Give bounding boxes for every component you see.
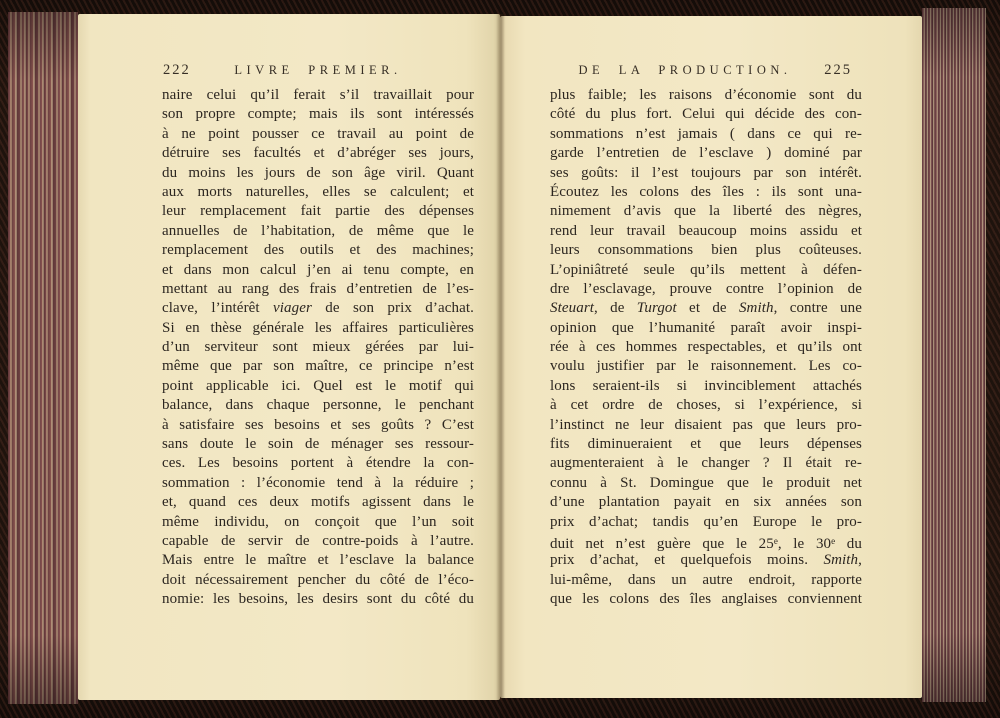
text-segment: doit nécessairement pencher du côté de l’éco-	[162, 571, 474, 588]
text-segment: d’un serviteur sont mieux gérées par lui-	[162, 339, 474, 356]
text-line	[162, 338, 474, 357]
left-running-title: LIVRE PREMIER.	[234, 63, 402, 77]
page-fore-edges-right	[922, 8, 986, 702]
text-segment: que les colons des îles anglaises conviennent	[550, 591, 862, 608]
text-segment: viager	[273, 300, 312, 317]
text-segment: prix d’achat; tandis qu’en Europe le pro-	[550, 513, 862, 530]
text-segment: connu à St. Domingue que le produit net	[550, 474, 862, 491]
text-segment: et de	[676, 300, 739, 317]
text-line	[550, 105, 862, 124]
text-segment: Si en thèse générale les affaires particulières	[162, 319, 474, 336]
text-line	[162, 377, 474, 396]
text-segment: garde l’entretien de l’esclave ) dominé par	[550, 145, 862, 162]
text-segment: annuelles de l’habitation, de même que le	[162, 222, 474, 239]
text-segment: nomie: les besoins, les desirs sont du côté du	[162, 591, 474, 608]
text-segment: duit net n’est guère que le 25	[550, 535, 774, 552]
text-segment: leurs consommations bien plus coûteuses.	[550, 242, 862, 259]
text-line	[550, 551, 862, 570]
text-segment: remplacement des outils et des machines;	[162, 242, 474, 259]
text-segment: rend leur travail beaucoup moins assidu et	[550, 222, 862, 239]
text-line	[550, 357, 862, 376]
text-line	[162, 571, 474, 590]
text-line	[550, 280, 862, 299]
text-line	[550, 144, 862, 163]
text-segment: de son prix d’achat.	[311, 300, 474, 317]
text-segment: point applicable ici. Quel est le motif qui	[162, 377, 474, 394]
page-fore-edges-left	[8, 12, 78, 704]
text-segment: clave, l’intérêt	[162, 300, 274, 317]
text-segment: du	[835, 535, 862, 552]
text-segment: aux morts naturelles, elles se calculent; et	[162, 183, 474, 200]
text-segment: mettant au rang des frais d’entretien de l’es-	[162, 280, 474, 297]
text-line	[550, 377, 862, 396]
text-segment: Smith	[738, 300, 774, 317]
text-line	[162, 513, 474, 532]
text-segment: e	[773, 535, 778, 546]
text-line	[550, 125, 862, 144]
text-line	[162, 357, 474, 376]
text-segment: même individu, on conçoit que l’un soit	[162, 513, 474, 530]
text-segment: lons seraient-ils si invinciblement attachés	[550, 377, 862, 394]
text-line	[550, 319, 862, 338]
right-page-text	[550, 86, 862, 610]
book-gutter	[496, 14, 505, 700]
text-line	[162, 202, 474, 221]
text-segment: balance, dans chaque personne, le penchant	[162, 397, 474, 414]
text-segment: sommations n’est jamais ( dans ce qui re-	[550, 125, 862, 142]
text-segment: et, quand ces deux motifs agissent dans le	[162, 494, 474, 511]
text-segment: à cet ordre de choses, si l’expérience, si	[550, 397, 862, 414]
text-line	[550, 454, 862, 473]
text-segment: ses goûts: il l’est toujours par son intérêt.	[550, 164, 862, 181]
text-segment: leur remplacement fait partie des dépenses	[162, 203, 474, 220]
text-segment: rée à ces hommes respectables, et qu’ils ont	[550, 339, 862, 356]
text-line	[550, 416, 862, 435]
text-line	[162, 222, 474, 241]
text-segment: , contre une	[773, 300, 862, 317]
text-segment: Smith	[823, 552, 859, 569]
right-page	[500, 16, 922, 698]
text-segment: dre l’esclavage, prouve contre l’opinion de	[550, 280, 862, 297]
text-segment: e	[831, 535, 836, 546]
text-segment: l’instinct ne leur disaient pas que leurs pro-	[550, 416, 862, 433]
text-line	[550, 513, 862, 532]
text-line	[162, 493, 474, 512]
text-line	[162, 396, 474, 415]
text-segment: Steuart	[550, 300, 595, 317]
text-line	[162, 164, 474, 183]
left-page-text	[162, 86, 474, 610]
text-segment: ces. Les besoins portent à étendre la con-	[162, 455, 474, 472]
text-line	[162, 86, 474, 105]
text-segment: à satisfaire ses besoins et ses goûts ? C’est	[162, 416, 474, 433]
text-line	[550, 474, 862, 493]
right-running-title: DE LA PRODUCTION.	[578, 63, 792, 77]
text-segment: Turgot	[636, 300, 677, 317]
text-line	[162, 551, 474, 570]
text-segment: , de	[594, 300, 637, 317]
text-line	[550, 532, 862, 551]
text-line	[162, 241, 474, 260]
text-line	[550, 493, 862, 512]
right-page-header	[550, 60, 862, 82]
text-line	[162, 416, 474, 435]
text-line	[162, 454, 474, 473]
text-line	[162, 319, 474, 338]
text-line	[162, 280, 474, 299]
text-line	[550, 241, 862, 260]
text-line	[550, 202, 862, 221]
text-segment: Mais entre le maître et l’esclave la balance	[162, 552, 474, 569]
text-segment: ,	[858, 552, 862, 569]
text-line	[162, 261, 474, 280]
text-segment: d’une plantation payait en six années son	[550, 494, 862, 511]
text-segment: Écoutez les colons des îles : ils sont una-	[550, 183, 862, 200]
text-segment: naire celui qu’il ferait s’il travaillait pour	[162, 87, 474, 103]
text-segment: à ne point pousser ce travail au point de	[162, 125, 474, 142]
text-line	[550, 435, 862, 454]
text-line	[550, 396, 862, 415]
text-line	[162, 125, 474, 144]
text-segment: opinion que l’humanité paraît avoir inspi-	[550, 319, 862, 336]
text-line	[550, 183, 862, 202]
text-segment: détruire ses facultés et d’abréger ses jours,	[162, 145, 474, 162]
text-segment: sommation : l’économie tend à la réduire ;	[162, 474, 474, 491]
text-segment: lui-même, dans un autre endroit, rapporte	[550, 571, 862, 588]
text-segment: voulu justifier par le raisonnement. Les co-	[550, 358, 862, 375]
text-line	[162, 590, 474, 609]
text-segment: L’opiniâtreté seule qu’ils mettent à défen-	[550, 261, 862, 278]
text-segment: son propre compte; mais ils sont intéressés	[162, 106, 474, 123]
text-line	[550, 261, 862, 280]
text-segment: capable de servir de contre-poids à l’autre.	[162, 532, 474, 549]
text-line	[162, 435, 474, 454]
text-line	[162, 144, 474, 163]
text-line	[162, 183, 474, 202]
text-segment: sans doute le soin de ménager ses ressour-	[162, 436, 474, 453]
text-line	[162, 105, 474, 124]
text-segment: fits diminueraient et que leurs dépenses	[550, 436, 862, 453]
text-segment: augmenteraient à le changer ? Il était re-	[550, 455, 862, 472]
text-line	[550, 571, 862, 590]
text-segment: et dans mon calcul j’en ai tenu compte, en	[162, 261, 474, 278]
left-page-header	[162, 60, 474, 82]
right-page-number: 225	[824, 62, 852, 78]
left-page	[78, 14, 500, 700]
text-segment: plus faible; les raisons d’économie sont du	[550, 87, 862, 103]
text-line	[162, 299, 474, 318]
text-line	[550, 299, 862, 318]
text-segment: , le 30	[777, 535, 832, 552]
text-segment: du moins les jours de son âge viril. Quant	[162, 164, 474, 181]
text-line	[550, 590, 862, 609]
text-line	[550, 86, 862, 105]
text-segment: prix d’achat, et quelquefois moins.	[550, 552, 824, 569]
left-page-number: 222	[163, 62, 191, 78]
text-line	[162, 532, 474, 551]
text-segment: même que par son maître, ce principe n’est	[162, 358, 474, 375]
text-line	[550, 164, 862, 183]
text-line	[550, 222, 862, 241]
text-segment: côté du plus fort. Celui qui décide des con-	[550, 106, 862, 123]
text-line	[550, 338, 862, 357]
text-line	[162, 474, 474, 493]
text-segment: nimement d’avis que la liberté des nègres,	[550, 203, 862, 220]
